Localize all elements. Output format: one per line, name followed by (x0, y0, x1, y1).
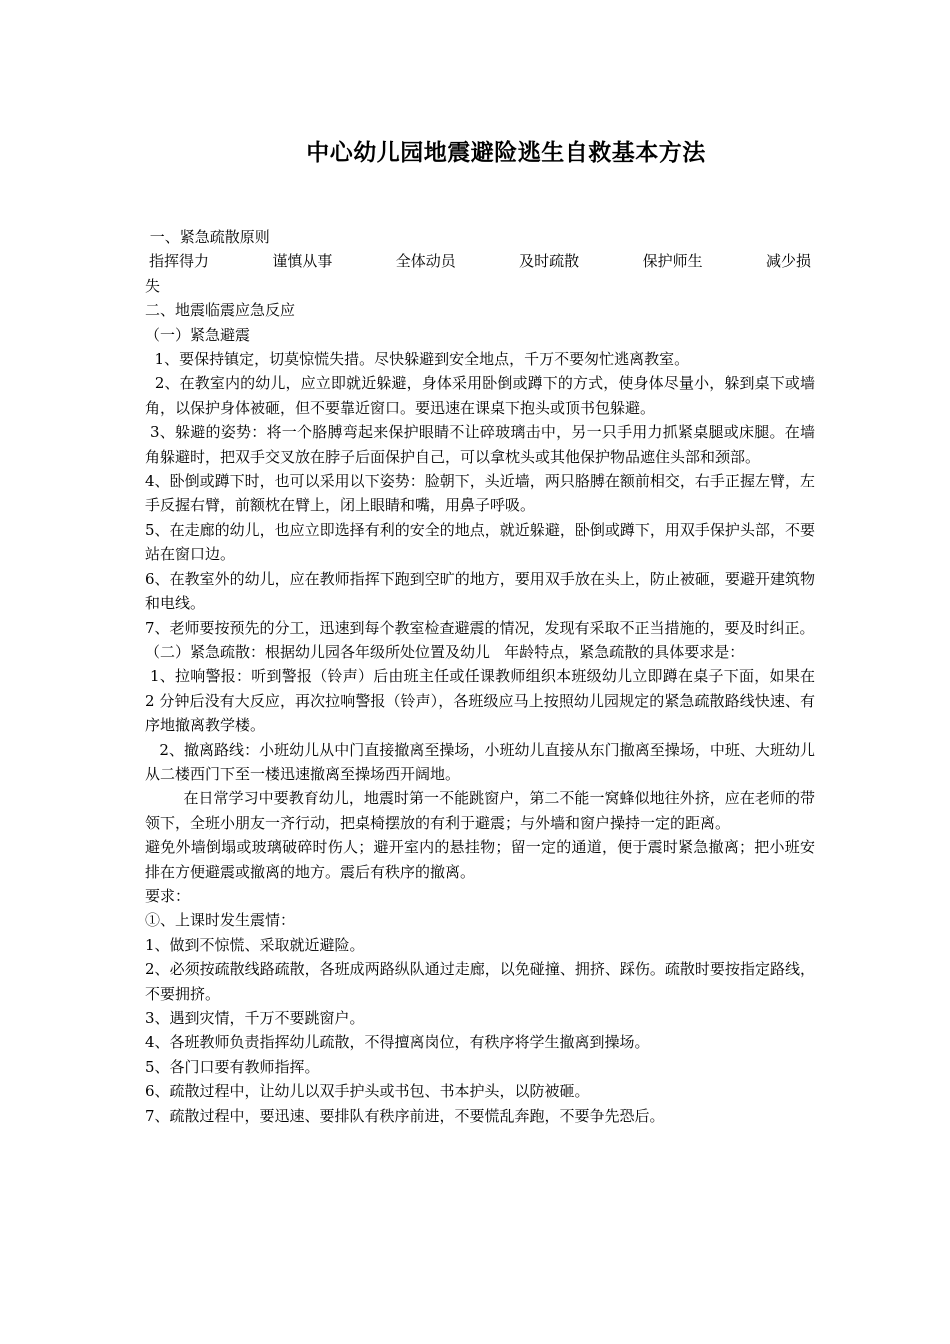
requirement-item: 4、各班教师负责指挥幼儿疏散，不得擅离岗位，有秩序将学生撤离到操场。 (145, 1033, 650, 1052)
paragraph: 5、在走廊的幼儿，也应立即选择有利的安全的地点，就近躲避，卧倒或蹲下，用双手保护头部，不要站在窗口边。 (145, 520, 815, 564)
paragraph: 3、躲避的姿势：将一个胳膊弯起来保护眼睛不让碎玻璃击中，另一只手用力抓紧桌腿或床腿。在墙角躲避时，把双手交叉放在脖子后面保护自己，可以拿枕头或其他保护物品遮住头部和颈部。 (145, 423, 815, 466)
requirement-item: 3、遇到灾情，千万不要跳窗户。 (145, 1009, 365, 1027)
requirements-subheading: ①、上课时发生震情： (145, 911, 296, 930)
principle-item: 指挥得力 (149, 252, 210, 271)
requirement-item: 6、疏散过程中，让幼儿以双手护头或书包、书本护头，以防被砸。 (145, 1082, 590, 1101)
requirement-item: 1、做到不惊慌、采取就近避险。 (145, 935, 365, 954)
paragraph: 1、要保持镇定，切莫惊慌失措。尽快躲避到安全地点，千万不要匆忙逃离教室。 (145, 350, 690, 369)
paragraph: 6、在教室外的幼儿，应在教师指挥下跑到空旷的地方，要用双手放在头上，防止被砸，要避开建筑物和电线。 (145, 569, 815, 613)
principles-row (145, 249, 815, 273)
requirement-item: 7、疏散过程中，要迅速、要排队有秩序前进，不要慌乱奔跑，不要争先恐后。 (145, 1106, 665, 1125)
paragraph: 避免外墙倒塌或玻璃破碎时伤人；避开室内的悬挂物；留一定的通道，便于震时紧急撤离；把小班安排在方便避震或撤离的地方。震后有秩序的撤离。 (145, 838, 815, 881)
paragraph: 4、卧倒或蹲下时，也可以采用以下姿势：脸朝下，头近墙，两只胳膊在额前相交，右手正握左臂，左手反握右臂，前额枕在臂上，闭上眼睛和嘴，用鼻子呼吸。 (145, 472, 815, 515)
paragraph: 2、撤离路线：小班幼儿从中门直接撤离至操场，小班幼儿直接从东门撤离至操场，中班、大班幼儿从二楼西门下至一楼迅速撤离至操场西开阔地。 (145, 740, 815, 783)
requirements-heading: 要求： (145, 886, 191, 905)
requirement-item: 5、各门口要有教师指挥。 (145, 1057, 320, 1076)
paragraph: 2、在教室内的幼儿，应立即就近躲避，身体采用卧倒或蹲下的方式，使身体尽量小，躲到桌下或墙角，以保护身体被砸，但不要靠近窗口。要迅速在课桌下抱头或顶书包躲避。 (145, 374, 815, 417)
principles-wrap: 失 (145, 276, 161, 295)
principle-item: 全体动员 (395, 252, 456, 271)
principle-item: 谨慎从事 (272, 252, 333, 271)
principle-item: 及时疏散 (519, 252, 580, 271)
subsection-heading: （二）紧急疏散：根据幼儿园各年级所处位置及幼儿 年龄特点，紧急疏散的具体要求是： (145, 642, 745, 661)
subsection-heading: （一）紧急避震 (145, 325, 251, 344)
document-body (145, 225, 820, 1128)
principle-item: 保护师生 (642, 252, 703, 271)
paragraph: 在日常学习中要教育幼儿，地震时第一不能跳窗户，第二不能一窝蜂似地往外挤，应在老师的带领下，全班小朋友一齐行动，把桌椅摆放的有利于避震；与外墙和窗户操持一定的距离。 (145, 789, 815, 832)
principle-item: 减少损 (765, 252, 811, 271)
paragraph: 7、老师要按预先的分工，迅速到每个教室检查避震的情况，发现有采取不正当措施的，要及时纠正。 (145, 618, 815, 637)
section-heading: 二、地震临震应急反应 (145, 301, 296, 320)
section-heading: 一、紧急疏散原则 (145, 228, 270, 246)
paragraph: 1、拉响警报：听到警报（铃声）后由班主任或任课教师组织本班级幼儿立即蹲在桌子下面，如果在 2 分钟后没有大反应，再次拉响警报（铃声），各班级应马上按照幼儿园规定的紧急疏散路线快速、有序地撤离教学楼。 (145, 667, 820, 735)
document-title: 中心幼儿园地震避险逃生自救基本方法 (306, 140, 706, 166)
requirement-item: 2、必须按疏散线路疏散，各班成两路纵队通过走廊，以免碰撞、拥挤、踩伤。疏散时要按指定路线，不要拥挤。 (145, 960, 815, 1003)
